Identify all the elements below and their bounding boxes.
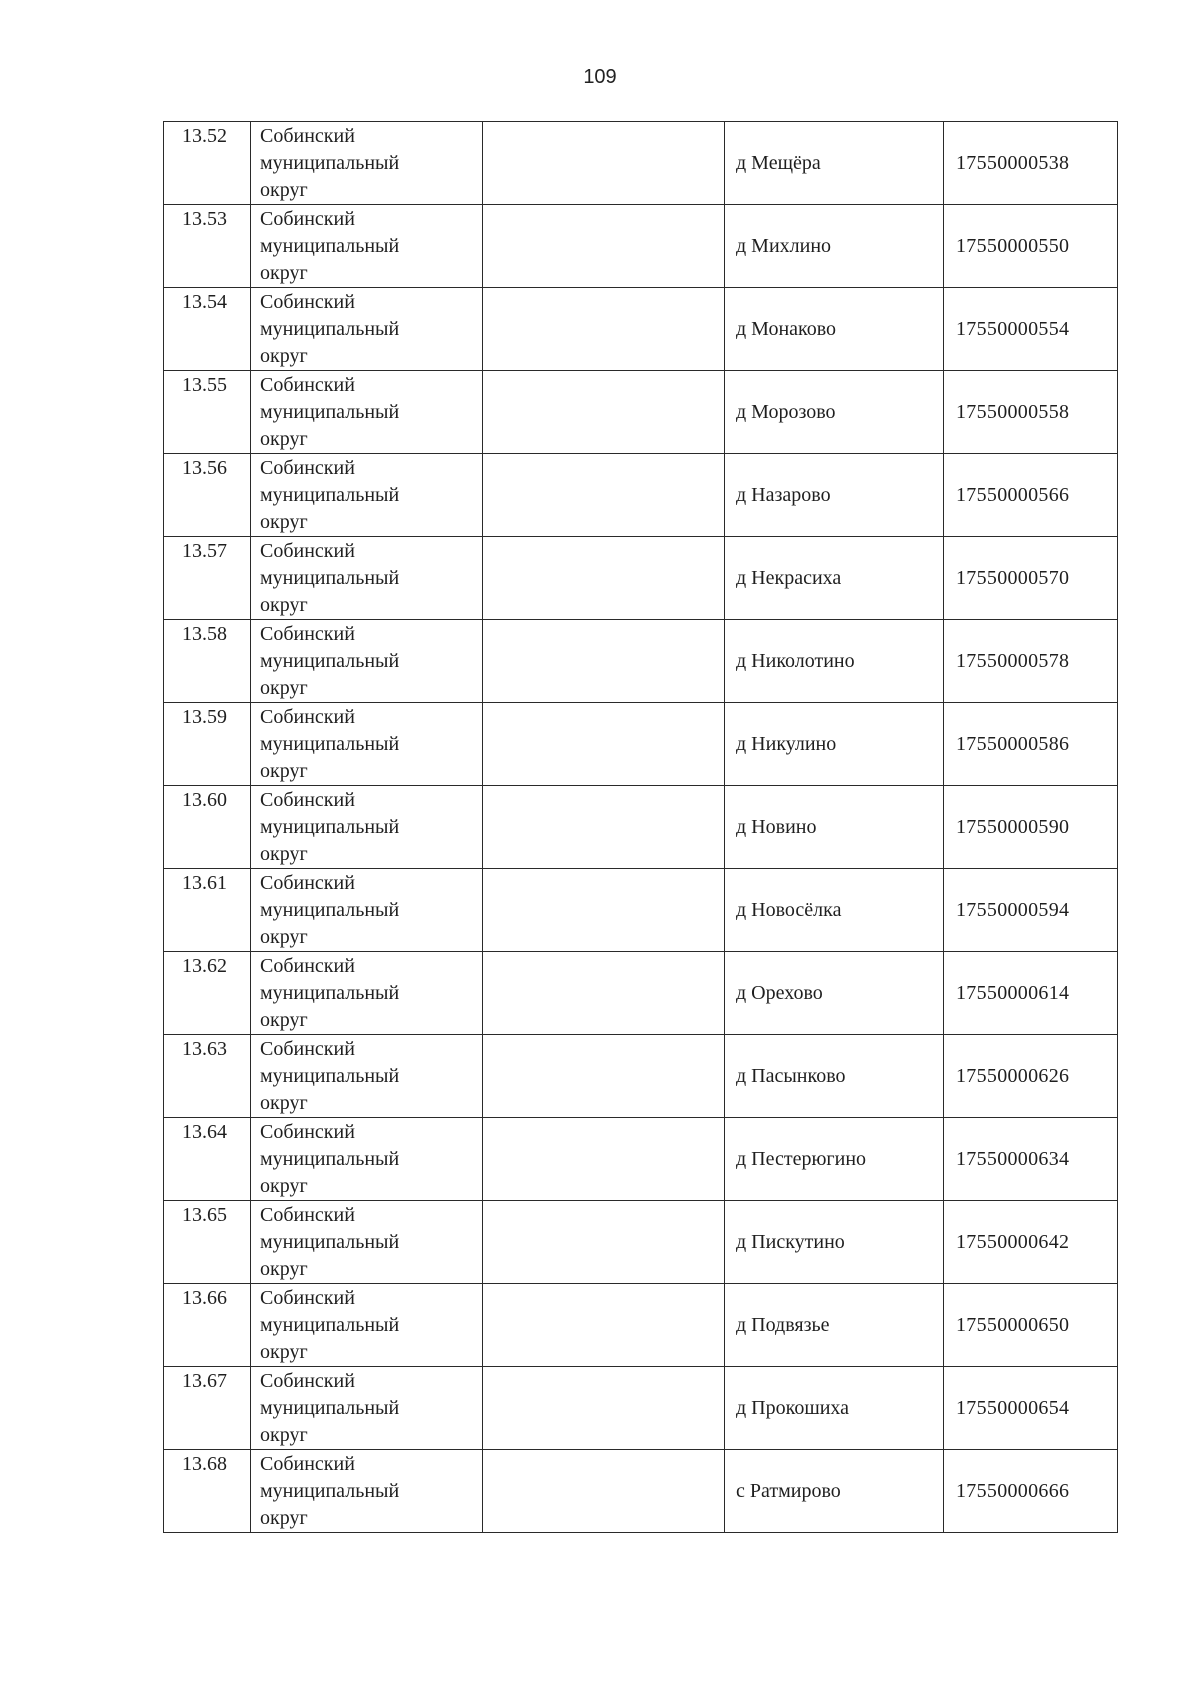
settlement-name: д Николотино [725,620,944,703]
settlement-name: д Мещёра [725,122,944,205]
table-row [164,869,1118,952]
district-line: Собинский [260,955,355,977]
empty-cell [483,371,725,454]
district-line: округ [260,428,308,450]
district-cell [251,288,483,371]
district-line: округ [260,1507,308,1529]
row-number: 13.67 [164,1367,251,1450]
table-row [164,1284,1118,1367]
district-line: Собинский [260,208,355,230]
district-cell [251,454,483,537]
district-cell [251,703,483,786]
empty-cell [483,454,725,537]
district-line: округ [260,262,308,284]
row-number: 13.52 [164,122,251,205]
oktmo-code: 17550000594 [944,869,1118,952]
district-line: муниципальный [260,318,400,340]
oktmo-code: 17550000550 [944,205,1118,288]
district-line: округ [260,926,308,948]
district-cell [251,1367,483,1450]
empty-cell [483,952,725,1035]
district-line: Собинский [260,1121,355,1143]
oktmo-code: 17550000554 [944,288,1118,371]
empty-cell [483,205,725,288]
district-line: муниципальный [260,982,400,1004]
district-cell [251,1284,483,1367]
district-cell [251,952,483,1035]
table-row [164,205,1118,288]
empty-cell [483,288,725,371]
oktmo-code: 17550000570 [944,537,1118,620]
oktmo-code: 17550000642 [944,1201,1118,1284]
district-line: округ [260,1424,308,1446]
row-number: 13.62 [164,952,251,1035]
table-row [164,1118,1118,1201]
table-row [164,1201,1118,1284]
district-line: округ [260,843,308,865]
row-number: 13.53 [164,205,251,288]
table-row [164,620,1118,703]
district-cell [251,1201,483,1284]
table-row [164,537,1118,620]
row-number: 13.58 [164,620,251,703]
row-number: 13.65 [164,1201,251,1284]
settlement-name: д Назарово [725,454,944,537]
page-number: 109 [583,66,617,88]
district-line: муниципальный [260,1148,400,1170]
table-row [164,288,1118,371]
district-line: округ [260,1341,308,1363]
district-line: муниципальный [260,1480,400,1502]
district-line: округ [260,760,308,782]
oktmo-code: 17550000614 [944,952,1118,1035]
settlement-name: д Михлино [725,205,944,288]
district-line: Собинский [260,623,355,645]
district-line: округ [260,1258,308,1280]
empty-cell [483,1367,725,1450]
district-line: муниципальный [260,1314,400,1336]
empty-cell [483,122,725,205]
district-line: Собинский [260,374,355,396]
district-cell [251,869,483,952]
table-row [164,786,1118,869]
district-line: муниципальный [260,650,400,672]
district-line: муниципальный [260,899,400,921]
district-line: Собинский [260,291,355,313]
oktmo-code: 17550000578 [944,620,1118,703]
empty-cell [483,620,725,703]
oktmo-code: 17550000666 [944,1450,1118,1533]
settlement-name: д Никулино [725,703,944,786]
district-line: Собинский [260,125,355,147]
district-cell [251,620,483,703]
settlement-name: д Прокошиха [725,1367,944,1450]
district-cell [251,786,483,869]
district-line: Собинский [260,789,355,811]
district-line: округ [260,594,308,616]
settlement-name: д Морозово [725,371,944,454]
district-line: Собинский [260,872,355,894]
district-line: Собинский [260,1038,355,1060]
table-row [164,1367,1118,1450]
district-line: округ [260,1009,308,1031]
table-row [164,371,1118,454]
empty-cell [483,786,725,869]
table-row [164,952,1118,1035]
district-cell [251,371,483,454]
settlement-name: д Пестерюгино [725,1118,944,1201]
district-line: муниципальный [260,235,400,257]
oktmo-code: 17550000558 [944,371,1118,454]
empty-cell [483,1118,725,1201]
empty-cell [483,1284,725,1367]
empty-cell [483,1450,725,1533]
district-line: округ [260,1092,308,1114]
settlement-name: с Ратмирово [725,1450,944,1533]
oktmo-code: 17550000650 [944,1284,1118,1367]
district-line: муниципальный [260,733,400,755]
district-line: муниципальный [260,816,400,838]
oktmo-code: 17550000586 [944,703,1118,786]
empty-cell [483,1201,725,1284]
table-row [164,1450,1118,1533]
district-cell [251,205,483,288]
district-cell [251,1450,483,1533]
table-row [164,454,1118,537]
district-line: Собинский [260,457,355,479]
empty-cell [483,703,725,786]
row-number: 13.59 [164,703,251,786]
row-number: 13.55 [164,371,251,454]
district-line: округ [260,345,308,367]
oktmo-code: 17550000590 [944,786,1118,869]
district-line: муниципальный [260,401,400,423]
district-cell [251,1118,483,1201]
settlement-name: д Монаково [725,288,944,371]
oktmo-code: 17550000634 [944,1118,1118,1201]
district-line: Собинский [260,540,355,562]
row-number: 13.64 [164,1118,251,1201]
table-row [164,122,1118,205]
district-line: муниципальный [260,484,400,506]
district-line: Собинский [260,706,355,728]
district-line: округ [260,179,308,201]
row-number: 13.68 [164,1450,251,1533]
district-cell [251,1035,483,1118]
oktmo-code: 17550000538 [944,122,1118,205]
settlement-name: д Подвязье [725,1284,944,1367]
row-number: 13.56 [164,454,251,537]
district-line: муниципальный [260,1231,400,1253]
settlement-name: д Некрасиха [725,537,944,620]
district-cell [251,122,483,205]
row-number: 13.63 [164,1035,251,1118]
oktmo-code: 17550000566 [944,454,1118,537]
empty-cell [483,537,725,620]
district-line: Собинский [260,1453,355,1475]
district-cell [251,537,483,620]
oktmo-code: 17550000654 [944,1367,1118,1450]
table-row [164,703,1118,786]
settlement-name: д Пасынково [725,1035,944,1118]
settlement-name: д Пискутино [725,1201,944,1284]
oktmo-code: 17550000626 [944,1035,1118,1118]
table-row [164,1035,1118,1118]
row-number: 13.54 [164,288,251,371]
district-line: округ [260,511,308,533]
table-body [164,122,1118,1533]
district-line: муниципальный [260,567,400,589]
district-line: муниципальный [260,1065,400,1087]
district-line: Собинский [260,1287,355,1309]
settlements-table [163,121,1118,1533]
district-line: муниципальный [260,1397,400,1419]
district-line: Собинский [260,1370,355,1392]
row-number: 13.66 [164,1284,251,1367]
empty-cell [483,1035,725,1118]
row-number: 13.57 [164,537,251,620]
district-line: муниципальный [260,152,400,174]
district-line: округ [260,1175,308,1197]
settlement-name: д Орехово [725,952,944,1035]
row-number: 13.60 [164,786,251,869]
settlement-name: д Новино [725,786,944,869]
empty-cell [483,869,725,952]
settlement-name: д Новосёлка [725,869,944,952]
district-line: округ [260,677,308,699]
district-line: Собинский [260,1204,355,1226]
row-number: 13.61 [164,869,251,952]
